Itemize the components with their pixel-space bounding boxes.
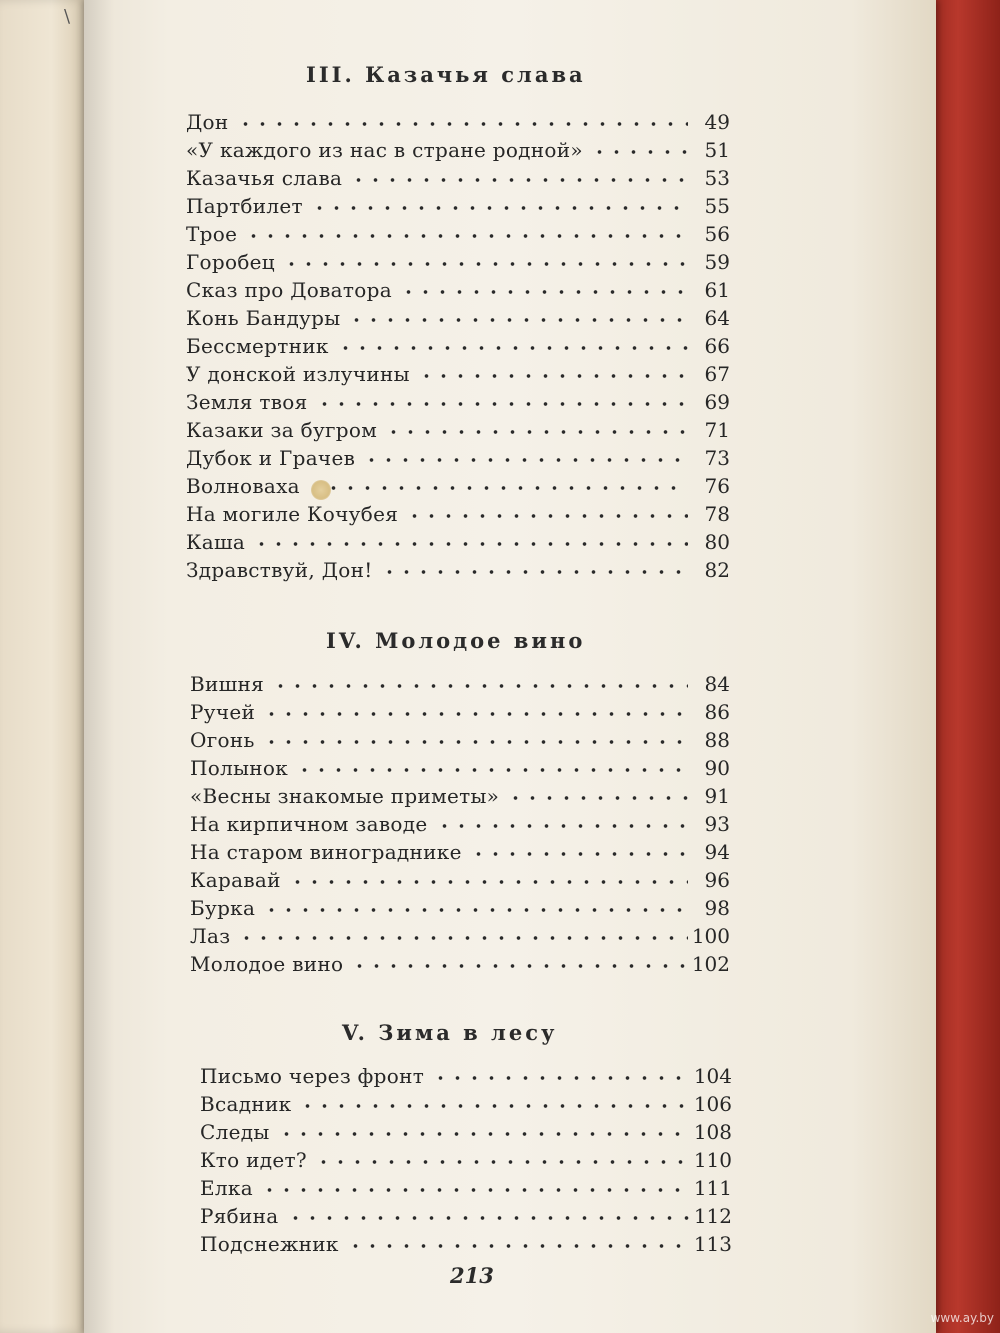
dot-leader (346, 175, 688, 185)
dot-leader (333, 343, 688, 353)
dot-leader (285, 877, 688, 887)
toc-entry-title: Ручей (190, 700, 256, 724)
toc-entry (200, 1230, 732, 1258)
dot-leader (311, 1157, 690, 1167)
dot-leader (312, 399, 688, 409)
toc-entry (186, 416, 730, 444)
toc-entry-page: 88 (704, 728, 730, 752)
watermark: www.ay.by (930, 1311, 994, 1325)
toc-entry-title: Огонь (190, 728, 255, 752)
dot-leader (347, 961, 688, 971)
dot-leader (307, 203, 688, 213)
dot-leader (432, 821, 688, 831)
dot-leader (241, 231, 688, 241)
toc-entry-title: Молодое вино (190, 952, 344, 976)
toc-entry-title: Лаз (190, 924, 231, 948)
toc-entry (186, 108, 730, 136)
toc-entry-page: 104 (693, 1064, 732, 1088)
toc-entry (190, 670, 730, 698)
toc-entry-page: 56 (704, 222, 730, 246)
toc-entry-page: 96 (704, 868, 730, 892)
toc-entry-page: 113 (693, 1232, 732, 1256)
toc-list-section-3 (186, 108, 730, 584)
toc-entry-page: 66 (704, 334, 730, 358)
dot-leader (249, 539, 688, 549)
toc-entry-title: Подснежник (200, 1232, 339, 1256)
toc-entry-title: На могиле Кочубея (186, 502, 399, 526)
toc-entry-title: Волноваха (186, 474, 300, 498)
section-title-3: III. Казачья слава (306, 62, 586, 87)
dot-leader (414, 371, 688, 381)
toc-entry-page: 71 (704, 418, 730, 442)
toc-entry-page: 80 (704, 530, 730, 554)
toc-entry-page: 82 (704, 558, 730, 582)
toc-entry-page: 98 (704, 896, 730, 920)
toc-entry (190, 754, 730, 782)
dot-leader (343, 1241, 690, 1251)
toc-entry-title: «У каждого из нас в стране родной» (186, 138, 583, 162)
toc-entry-page: 102 (691, 952, 730, 976)
toc-entry-page: 49 (704, 110, 730, 134)
toc-entry-page: 90 (704, 756, 730, 780)
toc-entry (190, 838, 730, 866)
toc-entry-page: 91 (704, 784, 730, 808)
previous-page-edge (0, 0, 86, 1333)
dot-leader (259, 709, 688, 719)
toc-entry-title: Кто идет? (200, 1148, 307, 1172)
dot-leader (503, 793, 688, 803)
toc-entry-title: Казаки за бугром (186, 418, 378, 442)
toc-entry-title: Дон (186, 110, 229, 134)
dot-leader (359, 455, 688, 465)
dot-leader (466, 849, 688, 859)
toc-entry-title: Всадник (200, 1092, 292, 1116)
dot-leader (233, 119, 688, 129)
dot-leader (283, 1213, 691, 1223)
toc-entry (186, 444, 730, 472)
toc-entry-title: Бурка (190, 896, 256, 920)
dot-leader (234, 933, 688, 943)
toc-entry (190, 922, 730, 950)
toc-list-section-4 (190, 670, 730, 978)
toc-entry (186, 332, 730, 360)
section-title-5: V. Зима в лесу (342, 1020, 558, 1045)
toc-entry (186, 528, 730, 556)
toc-entry-page: 112 (693, 1204, 732, 1228)
dot-leader (279, 259, 688, 269)
toc-entry (186, 192, 730, 220)
toc-entry (186, 500, 730, 528)
toc-entry-page: 61 (704, 278, 730, 302)
toc-entry-page: 69 (704, 390, 730, 414)
toc-entry-page: 84 (704, 672, 730, 696)
toc-entry (186, 276, 730, 304)
toc-entry-page: 106 (693, 1092, 732, 1116)
toc-entry (186, 556, 730, 584)
toc-entry-page: 110 (693, 1148, 732, 1172)
toc-entry (200, 1062, 732, 1090)
toc-entry-title: Партбилет (186, 194, 303, 218)
toc-entry-title: Рябина (200, 1204, 279, 1228)
toc-entry (186, 136, 730, 164)
dot-leader (304, 483, 688, 493)
toc-entry (200, 1146, 732, 1174)
section-title-4: IV. Молодое вино (326, 628, 586, 653)
toc-entry-title: Трое (186, 222, 238, 246)
page-number: 213 (450, 1263, 494, 1288)
toc-entry (190, 866, 730, 894)
toc-entry-title: Земля твоя (186, 390, 308, 414)
toc-entry-page: 59 (704, 250, 730, 274)
toc-entry-title: На кирпичном заводе (190, 812, 428, 836)
toc-entry-page: 73 (704, 446, 730, 470)
toc-entry-title: Здравствуй, Дон! (186, 558, 373, 582)
toc-entry-page: 51 (704, 138, 730, 162)
dot-leader (292, 765, 688, 775)
toc-entry-page: 94 (704, 840, 730, 864)
toc-entry (200, 1202, 732, 1230)
dot-leader (259, 737, 688, 747)
toc-entry-title: Следы (200, 1120, 270, 1144)
toc-entry (186, 388, 730, 416)
toc-entry-page: 111 (693, 1176, 732, 1200)
dot-leader (274, 1129, 690, 1139)
toc-entry-title: «Весны знакомые приметы» (190, 784, 500, 808)
dot-leader (257, 1185, 690, 1195)
toc-entry (200, 1174, 732, 1202)
toc-entry (200, 1118, 732, 1146)
toc-entry (186, 248, 730, 276)
toc-entry (190, 950, 730, 978)
toc-entry-page: 53 (704, 166, 730, 190)
toc-entry-title: Каша (186, 530, 246, 554)
previous-page-mark: \ (64, 6, 71, 27)
dot-leader (259, 905, 688, 915)
toc-entry-title: Дубок и Грачев (186, 446, 356, 470)
toc-entry-title: Каравай (190, 868, 281, 892)
toc-entry (190, 726, 730, 754)
toc-entry (186, 164, 730, 192)
dot-leader (396, 287, 688, 297)
page-gutter-shadow (84, 0, 114, 1333)
dot-leader (381, 427, 688, 437)
book-cover-edge (930, 0, 1000, 1333)
toc-entry-title: Письмо через фронт (200, 1064, 425, 1088)
toc-entry-title: Полынок (190, 756, 289, 780)
toc-entry-page: 93 (704, 812, 730, 836)
toc-entry-title: Горобец (186, 250, 275, 274)
dot-leader (587, 147, 688, 157)
dot-leader (428, 1073, 690, 1083)
toc-entry (186, 472, 730, 500)
toc-list-section-5 (200, 1062, 732, 1258)
dot-leader (268, 681, 688, 691)
toc-entry-title: Сказ про Доватора (186, 278, 392, 302)
toc-entry (190, 810, 730, 838)
toc-entry-title: Елка (200, 1176, 253, 1200)
toc-entry (186, 304, 730, 332)
toc-entry-page: 55 (704, 194, 730, 218)
toc-entry (200, 1090, 732, 1118)
toc-entry (186, 220, 730, 248)
dot-leader (344, 315, 688, 325)
toc-entry-page: 67 (704, 362, 730, 386)
toc-entry-title: У донской излучины (186, 362, 410, 386)
toc-entry (190, 698, 730, 726)
dot-leader (377, 567, 688, 577)
toc-entry-page: 108 (693, 1120, 732, 1144)
dot-leader (402, 511, 688, 521)
toc-entry (186, 360, 730, 388)
toc-entry-page: 78 (704, 502, 730, 526)
toc-entry-title: Бессмертник (186, 334, 329, 358)
toc-entry-title: Вишня (190, 672, 265, 696)
toc-entry-title: Конь Бандуры (186, 306, 341, 330)
toc-entry-page: 76 (704, 474, 730, 498)
toc-entry (190, 894, 730, 922)
toc-entry (190, 782, 730, 810)
dot-leader (295, 1101, 690, 1111)
paper-stain (311, 480, 331, 500)
toc-entry-title: Казачья слава (186, 166, 343, 190)
toc-entry-page: 86 (704, 700, 730, 724)
toc-entry-page: 64 (704, 306, 730, 330)
toc-entry-page: 100 (691, 924, 730, 948)
toc-entry-title: На старом винограднике (190, 840, 462, 864)
